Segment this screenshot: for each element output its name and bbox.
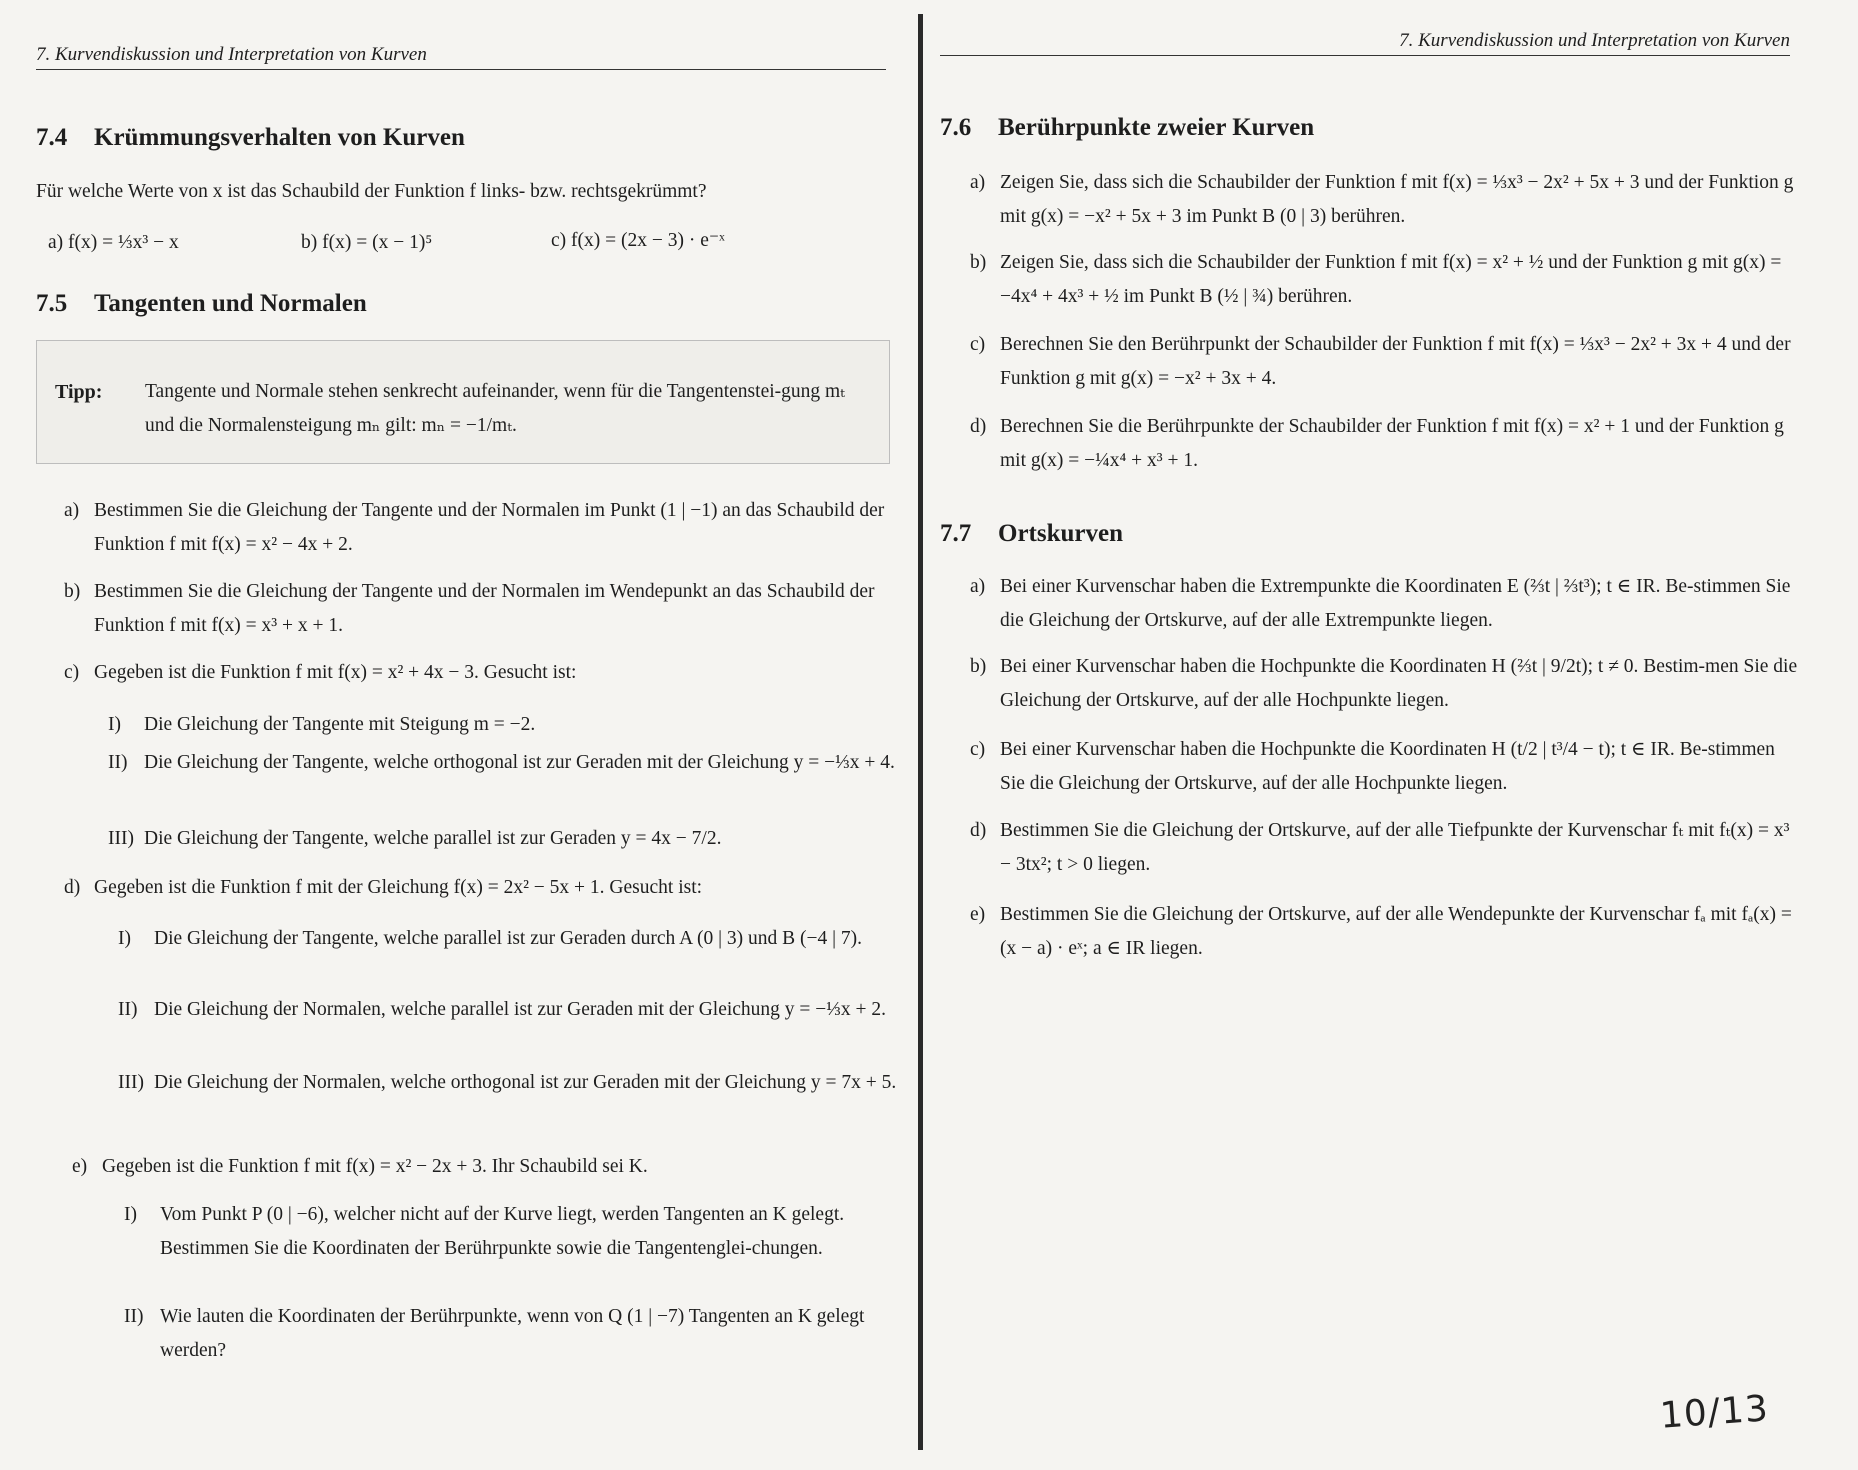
item-label: d) — [970, 820, 987, 841]
item-label: b) — [970, 656, 987, 677]
item-text: Bestimmen Sie die Gleichung der Tangente und der Normalen im Punkt (1 | −1) an das Schaubild der Funktion f mit f(x) = x² − 4x + 2. — [94, 500, 885, 555]
item-label: II) — [124, 1306, 144, 1327]
item-text: Berechnen Sie den Berührpunkt der Schaubilder der Funktion f mit f(x) = ⅓x³ − 2x² + 3x + 4 und der Funktion g mit g(x) = −x² + 3x + 4. — [1000, 334, 1791, 389]
item-text: Die Gleichung der Tangente, welche parallel ist zur Geraden y = 4x − 7/2. — [144, 828, 722, 849]
exercise-7-5-c-I — [108, 708, 898, 742]
scan-fold-line — [918, 14, 923, 1450]
exercise-7-5-d-II — [118, 993, 898, 1027]
item-label: I) — [108, 714, 121, 735]
exercise-7-6-d — [970, 410, 1800, 478]
item-text: Bei einer Kurvenschar haben die Hochpunkte die Koordinaten H (⅔t | 9/2t); t ≠ 0. Bestim-men Sie die Gleichung der Ortskurve, auf der alle Hochpunkte liegen. — [1000, 656, 1798, 711]
item-label: e) — [72, 1156, 88, 1177]
item-label: d) — [64, 877, 81, 898]
exercise-7-5-b — [64, 575, 894, 643]
exercise-7-5-d-III — [118, 1066, 898, 1100]
item-text: Bei einer Kurvenschar haben die Extrempunkte die Koordinaten E (⅔t | ⅔t³); t ∈ IR. Be-stimmen Sie die Gleichung der Ortskurve, auf der alle Extrempunkte liegen. — [1000, 576, 1791, 631]
section-title: Tangenten und Normalen — [94, 290, 367, 317]
section-title: Krümmungsverhalten von Kurven — [94, 124, 465, 151]
handwritten-page-number: 10/13 — [1658, 1388, 1771, 1437]
item-text: Bestimmen Sie die Gleichung der Ortskurve, auf der alle Tiefpunkte der Kurvenschar fₜ mit fₜ(x) = x³ − 3tx²; t > 0 liegen. — [1000, 820, 1790, 875]
section-number: 7.5 — [36, 290, 68, 317]
section-title: Berührpunkte zweier Kurven — [998, 114, 1315, 141]
item-label: II) — [108, 752, 128, 773]
item-label: c) — [970, 739, 986, 760]
item-label: d) — [970, 416, 987, 437]
exercise-7-5-d-I — [118, 922, 898, 956]
item-text: Gegeben ist die Funktion f mit der Gleichung f(x) = 2x² − 5x + 1. Gesucht ist: — [94, 877, 703, 898]
item-label: I) — [118, 928, 131, 949]
exercise-7-7-c — [970, 733, 1800, 801]
item-text: Die Gleichung der Normalen, welche parallel ist zur Geraden mit der Gleichung y = −⅓x + 2. — [154, 999, 887, 1020]
tip-label: Tipp: — [55, 381, 103, 403]
item-label: III) — [108, 828, 134, 849]
item-label: a) — [970, 172, 986, 193]
exercise-7-6-a — [970, 166, 1800, 234]
item-text: Gegeben ist die Funktion f mit f(x) = x² + 4x − 3. Gesucht ist: — [94, 662, 577, 683]
exercise-question: Für welche Werte von x ist das Schaubild der Funktion f links- bzw. rechtsgekrümmt? — [36, 181, 707, 202]
item-text: Zeigen Sie, dass sich die Schaubilder der Funktion f mit f(x) = ⅓x³ − 2x² + 5x + 3 und der Funktion g mit g(x) = −x² + 5x + 3 im Punkt B (0 | 3) berühren. — [1000, 172, 1794, 227]
section-number: 7.7 — [940, 520, 972, 547]
item-label: III) — [118, 1072, 144, 1093]
exercise-7-5-c-III — [108, 822, 898, 856]
running-header-right: 7. Kurvendiskussion und Interpretation von Kurven — [940, 30, 1790, 56]
section-number: 7.6 — [940, 114, 972, 141]
item-label: I) — [124, 1204, 137, 1225]
item-text: Vom Punkt P (0 | −6), welcher nicht auf der Kurve liegt, werden Tangenten an K gelegt. Bestimmen Sie die Koordinaten der Berührpunkte sowie die Tangentenglei-chungen. — [160, 1204, 845, 1259]
tip-box — [36, 340, 890, 464]
item-text: Die Gleichung der Tangente mit Steigung m = −2. — [144, 714, 536, 735]
item-text: Berechnen Sie die Berührpunkte der Schaubilder der Funktion f mit f(x) = x² + 1 und der Funktion g mit g(x) = −¼x⁴ + x³ + 1. — [1000, 416, 1784, 471]
exercise-7-6-c — [970, 328, 1800, 396]
exercise-7-4-b: b) f(x) = (x − 1)⁵ — [301, 232, 433, 253]
exercise-7-5-d — [64, 871, 894, 905]
item-text: Bei einer Kurvenschar haben die Hochpunkte die Koordinaten H (t/2 | t³/4 − t); t ∈ IR. Be-stimmen Sie die Gleichung der Ortskurve, auf der alle Hochpunkte liegen. — [1000, 739, 1775, 794]
item-label: b) — [64, 581, 81, 602]
item-text: Zeigen Sie, dass sich die Schaubilder der Funktion f mit f(x) = x² + ½ und der Funktion g mit g(x) = −4x⁴ + 4x³ + ½ im Punkt B (½ | ¾) berühren. — [1000, 252, 1782, 307]
left-page — [36, 0, 896, 1470]
exercise-7-5-c-II — [108, 746, 898, 780]
item-label: c) — [970, 334, 986, 355]
item-text: Die Gleichung der Normalen, welche orthogonal ist zur Geraden mit der Gleichung y = 7x + 5. — [154, 1072, 897, 1093]
exercise-7-5-e-I — [124, 1198, 898, 1266]
item-text: Die Gleichung der Tangente, welche parallel ist zur Geraden durch A (0 | 3) und B (−4 | 7). — [154, 928, 863, 949]
exercise-7-7-b — [970, 650, 1800, 718]
item-text: Bestimmen Sie die Gleichung der Tangente und der Normalen im Wendepunkt an das Schaubild der Funktion f mit f(x) = x³ + x + 1. — [94, 581, 875, 636]
exercise-7-7-e — [970, 898, 1800, 966]
exercise-7-6-b — [970, 246, 1800, 314]
section-7-6-heading — [940, 114, 1314, 142]
section-number: 7.4 — [36, 124, 68, 151]
item-label: a) — [64, 500, 80, 521]
item-text: Bestimmen Sie die Gleichung der Ortskurve, auf der alle Wendepunkte der Kurvenschar fₐ mit fₐ(x) = (x − a) · eˣ; a ∈ IR liegen. — [1000, 904, 1792, 959]
item-label: e) — [970, 904, 986, 925]
item-text: Gegeben ist die Funktion f mit f(x) = x² − 2x + 3. Ihr Schaubild sei K. — [102, 1156, 648, 1177]
item-text: Wie lauten die Koordinaten der Berührpunkte, wenn von Q (1 | −7) Tangenten an K gelegt werden? — [160, 1306, 865, 1361]
section-title: Ortskurven — [998, 520, 1123, 547]
section-7-4-heading — [36, 124, 465, 152]
item-label: c) — [64, 662, 80, 683]
item-text: Die Gleichung der Tangente, welche orthogonal ist zur Geraden mit der Gleichung y = −⅓x + 4. — [144, 752, 895, 773]
exercise-7-5-c — [64, 656, 894, 690]
running-header-left: 7. Kurvendiskussion und Interpretation von Kurven — [36, 44, 886, 70]
exercise-7-5-e-II — [124, 1300, 898, 1368]
exercise-7-5-e — [72, 1150, 894, 1184]
section-7-7-heading — [940, 520, 1123, 548]
item-label: a) — [970, 576, 986, 597]
exercise-7-5-a — [64, 494, 894, 562]
item-label: II) — [118, 999, 138, 1020]
exercise-7-4-a: a) f(x) = ⅓x³ − x — [48, 232, 179, 253]
exercise-7-7-a — [970, 570, 1800, 638]
exercise-7-4-c: c) f(x) = (2x − 3) · e⁻ˣ — [551, 230, 725, 251]
tip-text: Tangente und Normale stehen senkrecht aufeinander, wenn für die Tangentenstei-gung mₜ und die Normalensteigung mₙ gilt: mₙ = −1/mₜ. — [145, 381, 845, 436]
section-7-5-heading — [36, 290, 367, 318]
exercise-7-7-d — [970, 814, 1800, 882]
item-label: b) — [970, 252, 987, 273]
right-page — [940, 0, 1800, 1470]
